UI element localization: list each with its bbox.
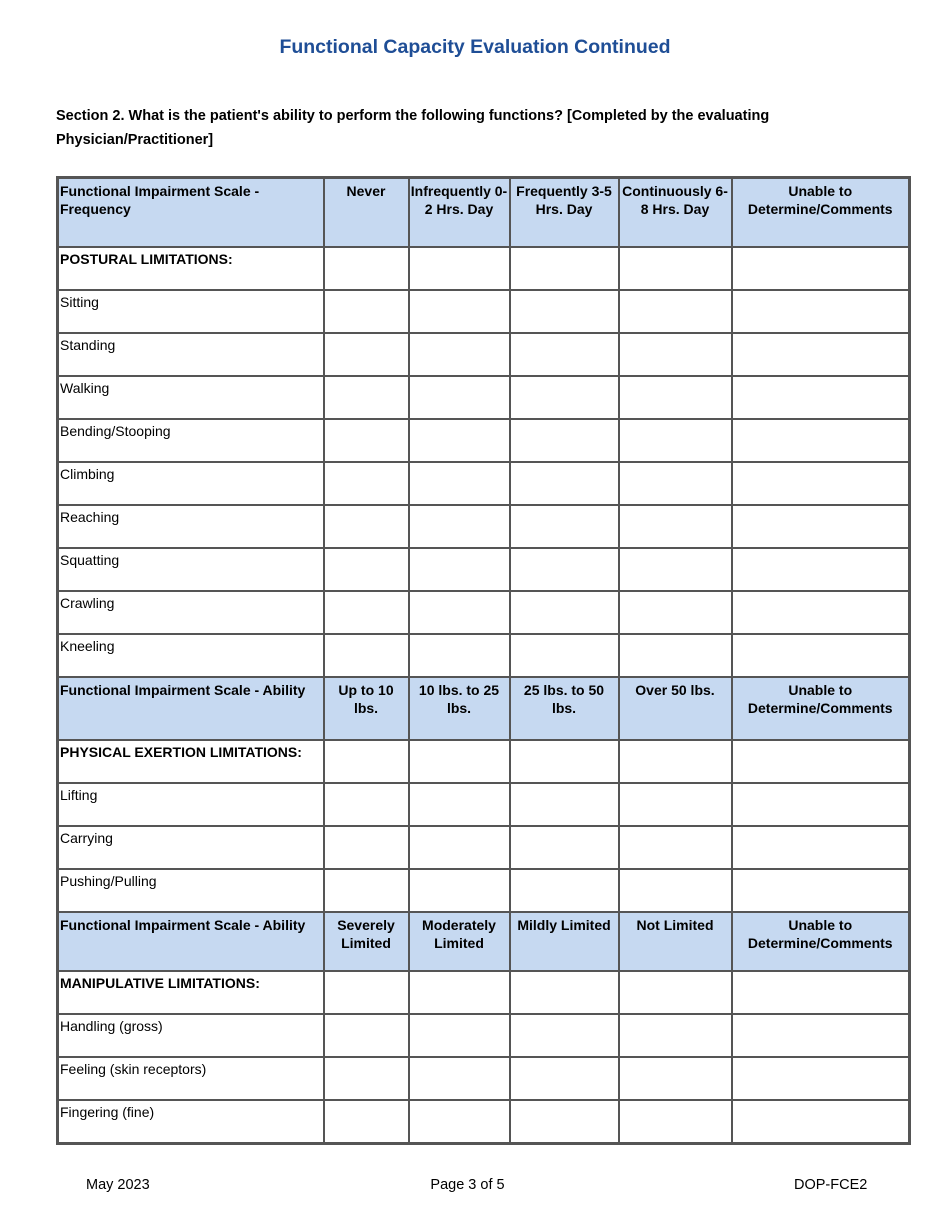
- comments-cell[interactable]: [732, 290, 910, 333]
- function-label: Walking: [58, 376, 324, 419]
- table-row: [58, 419, 910, 462]
- comments-cell[interactable]: [732, 1100, 910, 1144]
- rating-cell[interactable]: [510, 634, 619, 677]
- scale-column-header: Up to 10 lbs.: [324, 677, 409, 740]
- rating-cell[interactable]: [510, 783, 619, 826]
- footer-form-id: DOP-FCE2: [794, 1177, 868, 1193]
- rating-cell[interactable]: [510, 247, 619, 290]
- table-row: [58, 634, 910, 677]
- function-label: Sitting: [58, 290, 324, 333]
- rating-cell[interactable]: [619, 1014, 732, 1057]
- comments-cell[interactable]: [732, 462, 910, 505]
- rating-cell[interactable]: [732, 740, 910, 783]
- comments-cell[interactable]: [732, 419, 910, 462]
- category-label: POSTURAL LIMITATIONS:: [58, 247, 324, 290]
- rating-cell[interactable]: [619, 591, 732, 634]
- table-row: [58, 1100, 910, 1144]
- rating-cell[interactable]: [619, 290, 732, 333]
- function-label: Pushing/Pulling: [58, 869, 324, 912]
- comments-cell[interactable]: [732, 333, 910, 376]
- category-label: MANIPULATIVE LIMITATIONS:: [58, 971, 324, 1014]
- function-label: Kneeling: [58, 634, 324, 677]
- comments-cell[interactable]: [732, 505, 910, 548]
- rating-cell[interactable]: [324, 333, 409, 376]
- footer-page-number: Page 3 of 5: [430, 1177, 505, 1193]
- rating-cell[interactable]: [409, 1014, 510, 1057]
- rating-cell[interactable]: [619, 1057, 732, 1100]
- rating-cell[interactable]: [324, 247, 409, 290]
- category-row: [58, 971, 910, 1014]
- scale-column-header: Frequently 3-5 Hrs. Day: [510, 178, 619, 248]
- rating-cell[interactable]: [324, 634, 409, 677]
- rating-cell[interactable]: [510, 971, 619, 1014]
- comments-cell[interactable]: [732, 1014, 910, 1057]
- rating-cell[interactable]: [409, 634, 510, 677]
- scale-column-header: Moderately Limited: [409, 912, 510, 971]
- footer-date: May 2023: [86, 1177, 150, 1193]
- scale-column-header: Unable to Determine/Comments: [732, 912, 910, 971]
- scale-column-header: Unable to Determine/Comments: [732, 677, 910, 740]
- scale-column-header: Continuously 6-8 Hrs. Day: [619, 178, 732, 248]
- comments-cell[interactable]: [732, 869, 910, 912]
- rating-cell[interactable]: [732, 971, 910, 1014]
- rating-cell[interactable]: [324, 591, 409, 634]
- rating-cell[interactable]: [409, 462, 510, 505]
- rating-cell[interactable]: [510, 1014, 619, 1057]
- scale-column-header: Infrequently 0-2 Hrs. Day: [409, 178, 510, 248]
- scale-column-header: Not Limited: [619, 912, 732, 971]
- rating-cell[interactable]: [619, 548, 732, 591]
- rating-cell[interactable]: [510, 740, 619, 783]
- table-row: [58, 505, 910, 548]
- table-row: [58, 1014, 910, 1057]
- rating-cell[interactable]: [510, 505, 619, 548]
- table-row: [58, 783, 910, 826]
- scale-column-header: Never: [324, 178, 409, 248]
- category-label: PHYSICAL EXERTION LIMITATIONS:: [58, 740, 324, 783]
- rating-cell[interactable]: [510, 1057, 619, 1100]
- rating-cell[interactable]: [619, 971, 732, 1014]
- function-label: Standing: [58, 333, 324, 376]
- rating-cell[interactable]: [324, 869, 409, 912]
- category-row: [58, 740, 910, 783]
- table-row: [58, 1057, 910, 1100]
- table-row: [58, 376, 910, 419]
- scale-title: Functional Impairment Scale - Ability: [58, 912, 324, 971]
- rating-cell[interactable]: [409, 971, 510, 1014]
- table-row: [58, 462, 910, 505]
- function-label: Crawling: [58, 591, 324, 634]
- rating-cell[interactable]: [409, 505, 510, 548]
- rating-cell[interactable]: [619, 1100, 732, 1144]
- rating-cell[interactable]: [510, 548, 619, 591]
- comments-cell[interactable]: [732, 376, 910, 419]
- scale-column-header: Unable to Determine/Comments: [732, 178, 910, 248]
- function-label: Squatting: [58, 548, 324, 591]
- rating-cell[interactable]: [510, 462, 619, 505]
- table-row: [58, 548, 910, 591]
- rating-cell[interactable]: [619, 419, 732, 462]
- scale-column-header: Mildly Limited: [510, 912, 619, 971]
- rating-cell[interactable]: [409, 783, 510, 826]
- rating-cell[interactable]: [324, 740, 409, 783]
- scale-column-header: Over 50 lbs.: [619, 677, 732, 740]
- functional-impairment-table: [56, 176, 911, 1145]
- rating-cell[interactable]: [409, 247, 510, 290]
- page-title: Functional Capacity Evaluation Continued: [279, 36, 671, 58]
- rating-cell[interactable]: [619, 333, 732, 376]
- rating-cell[interactable]: [409, 333, 510, 376]
- rating-cell[interactable]: [409, 419, 510, 462]
- rating-cell[interactable]: [324, 419, 409, 462]
- table-row: [58, 869, 910, 912]
- function-label: Handling (gross): [58, 1014, 324, 1057]
- function-label: Reaching: [58, 505, 324, 548]
- rating-cell[interactable]: [510, 333, 619, 376]
- function-label: Bending/Stooping: [58, 419, 324, 462]
- comments-cell[interactable]: [732, 548, 910, 591]
- function-label: Carrying: [58, 826, 324, 869]
- function-label: Climbing: [58, 462, 324, 505]
- table-row: [58, 591, 910, 634]
- rating-cell[interactable]: [324, 505, 409, 548]
- rating-cell[interactable]: [510, 826, 619, 869]
- comments-cell[interactable]: [732, 634, 910, 677]
- comments-cell[interactable]: [732, 591, 910, 634]
- rating-cell[interactable]: [619, 634, 732, 677]
- rating-cell[interactable]: [409, 548, 510, 591]
- comments-cell[interactable]: [732, 783, 910, 826]
- table-row: [58, 290, 910, 333]
- table-row: [58, 333, 910, 376]
- scale-column-header: 10 lbs. to 25 lbs.: [409, 677, 510, 740]
- scale-title: Functional Impairment Scale - Ability: [58, 677, 324, 740]
- rating-cell[interactable]: [619, 740, 732, 783]
- rating-cell[interactable]: [409, 826, 510, 869]
- rating-cell[interactable]: [409, 376, 510, 419]
- rating-cell[interactable]: [324, 826, 409, 869]
- rating-cell[interactable]: [409, 740, 510, 783]
- rating-cell[interactable]: [324, 1100, 409, 1144]
- rating-cell[interactable]: [619, 376, 732, 419]
- rating-cell[interactable]: [510, 1100, 619, 1144]
- rating-cell[interactable]: [619, 462, 732, 505]
- scale-title: Functional Impairment Scale - Frequency: [58, 178, 324, 248]
- function-label: Feeling (skin receptors): [58, 1057, 324, 1100]
- rating-cell[interactable]: [409, 1057, 510, 1100]
- rating-cell[interactable]: [619, 783, 732, 826]
- rating-cell[interactable]: [324, 971, 409, 1014]
- function-label: Lifting: [58, 783, 324, 826]
- scale-header-row: [58, 178, 910, 248]
- rating-cell[interactable]: [324, 290, 409, 333]
- rating-cell[interactable]: [510, 376, 619, 419]
- rating-cell[interactable]: [510, 591, 619, 634]
- rating-cell[interactable]: [409, 869, 510, 912]
- rating-cell[interactable]: [732, 247, 910, 290]
- scale-column-header: Severely Limited: [324, 912, 409, 971]
- section-question: Section 2. What is the patient's ability to perform the following functions? [Completed by the evaluating Physician/Practitioner]: [56, 108, 770, 148]
- category-row: [58, 247, 910, 290]
- rating-cell[interactable]: [510, 290, 619, 333]
- rating-cell[interactable]: [324, 1014, 409, 1057]
- rating-cell[interactable]: [324, 1057, 409, 1100]
- rating-cell[interactable]: [324, 462, 409, 505]
- function-label: Fingering (fine): [58, 1100, 324, 1144]
- rating-cell[interactable]: [619, 247, 732, 290]
- rating-cell[interactable]: [324, 783, 409, 826]
- rating-cell[interactable]: [409, 1100, 510, 1144]
- scale-column-header: 25 lbs. to 50 lbs.: [510, 677, 619, 740]
- comments-cell[interactable]: [732, 1057, 910, 1100]
- rating-cell[interactable]: [409, 591, 510, 634]
- rating-cell[interactable]: [619, 869, 732, 912]
- scale-header-row: [58, 912, 910, 971]
- rating-cell[interactable]: [510, 869, 619, 912]
- table-row: [58, 826, 910, 869]
- rating-cell[interactable]: [619, 826, 732, 869]
- comments-cell[interactable]: [732, 826, 910, 869]
- rating-cell[interactable]: [510, 419, 619, 462]
- rating-cell[interactable]: [409, 290, 510, 333]
- scale-header-row: [58, 677, 910, 740]
- rating-cell[interactable]: [324, 376, 409, 419]
- rating-cell[interactable]: [619, 505, 732, 548]
- rating-cell[interactable]: [324, 548, 409, 591]
